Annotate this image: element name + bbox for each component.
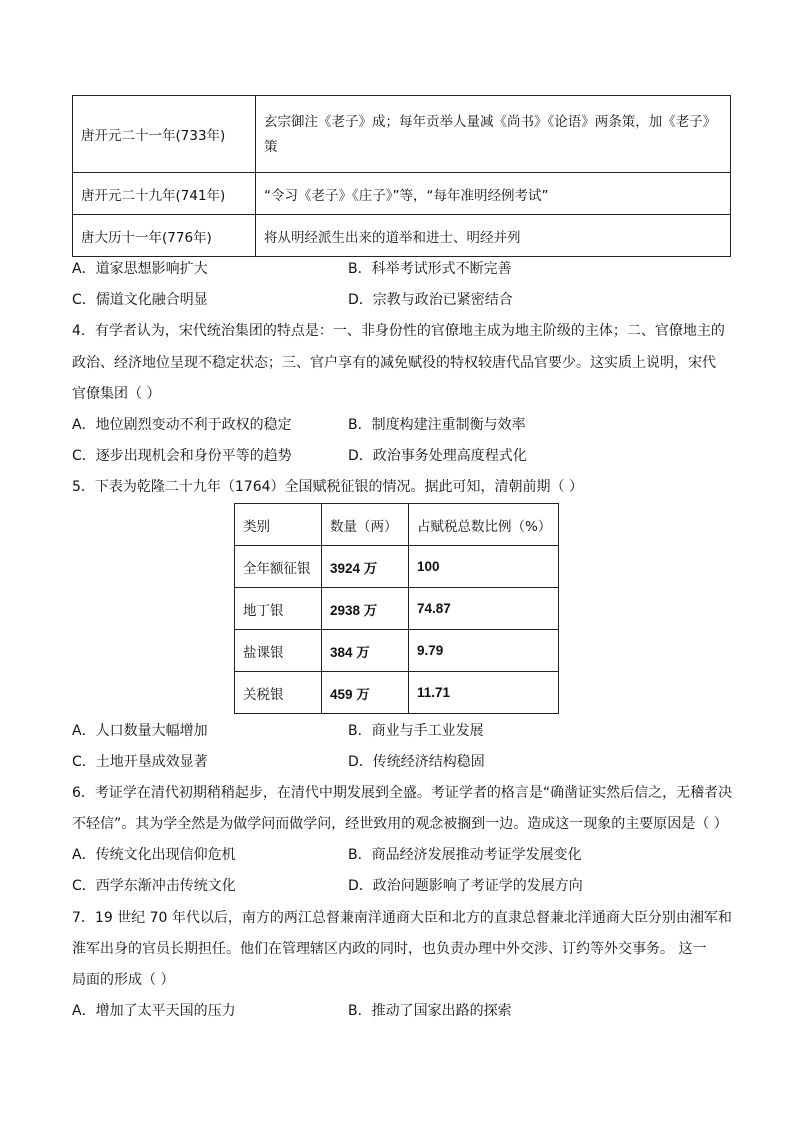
q4-stem-line1: 4．有学者认为，宋代统治集团的特点是：一、非身份性的官僚地主成为地主阶级的主体；二、官僚地主的 bbox=[72, 323, 725, 339]
table-row bbox=[73, 96, 731, 173]
q6-option-a: A．传统文化出现信仰危机 bbox=[72, 847, 236, 863]
table-row bbox=[235, 630, 559, 672]
table-header: 数量（两） bbox=[322, 504, 409, 546]
q6-stem-line1: 6．考证学在清代初期稍稍起步，在清代中期发展到全盛。考证学者的格言是“确凿证实然后信之，无稽者决 bbox=[72, 785, 733, 801]
q3-option-b: B．科举考试形式不断完善 bbox=[348, 261, 512, 277]
q6-option-b: B．商品经济发展推动考证学发展变化 bbox=[348, 847, 582, 863]
table-header: 类别 bbox=[235, 504, 322, 546]
q4-option-d: D．政治事务处理高度程式化 bbox=[348, 448, 527, 464]
q6-stem-line2: 不轻信”。其为学全然是为做学问而做学问，经世致用的观念被搁到一边。造成这一现象的主要原因是（ ） bbox=[72, 816, 728, 832]
tang-exam-table bbox=[72, 95, 731, 257]
q4-option-b: B．制度构建注重制衡与效率 bbox=[348, 417, 526, 433]
table-cell-category: 全年额征银 bbox=[235, 546, 322, 588]
q5-option-c: C．土地开垦成效显著 bbox=[72, 754, 208, 770]
q3-option-c: C．儒道文化融合明显 bbox=[72, 292, 208, 308]
q3-option-d: D．宗教与政治已紧密结合 bbox=[348, 292, 513, 308]
table-cell-amount: 384 万 bbox=[322, 630, 409, 672]
table-cell-category: 地丁银 bbox=[235, 588, 322, 630]
q4-stem-line3: 官僚集团（ ） bbox=[72, 386, 161, 402]
table-cell-period: 唐大历十一年(776年) bbox=[73, 215, 256, 257]
table-row bbox=[235, 672, 559, 714]
q6-option-c: C．西学东渐冲击传统文化 bbox=[72, 878, 236, 894]
table-cell-category: 盐课银 bbox=[235, 630, 322, 672]
table-cell-period: 唐开元二十一年(733年) bbox=[73, 96, 256, 173]
q7-stem-line2: 淮军出身的官员长期担任。他们在管理辖区内政的同时，也负责办理中外交涉、订约等外交事务。 这一 bbox=[72, 941, 707, 957]
table-cell-category: 关税银 bbox=[235, 672, 322, 714]
table-cell-amount: 3924 万 bbox=[322, 546, 409, 588]
table-row bbox=[235, 546, 559, 588]
table-cell-content: 玄宗御注《老子》成；每年贡举人量减《尚书》《论语》两条策，加《老子》策 bbox=[256, 96, 731, 173]
table-cell-period: 唐开元二十九年(741年) bbox=[73, 173, 256, 215]
table-row bbox=[73, 173, 731, 215]
q4-option-c: C．逐步出现机会和身份平等的趋势 bbox=[72, 448, 292, 464]
q7-option-a: A．增加了太平天国的压力 bbox=[72, 1003, 236, 1019]
table-cell-amount: 2938 万 bbox=[322, 588, 409, 630]
tax-table bbox=[234, 503, 559, 714]
q5-option-d: D．传统经济结构稳固 bbox=[348, 754, 485, 770]
q5-stem-line1: 5．下表为乾隆二十九年（1764）全国赋税征银的情况。据此可知，清朝前期（ ） bbox=[72, 479, 583, 495]
table-cell-percent: 100 bbox=[409, 546, 559, 588]
table-cell-content: “令习《老子》《庄子》”等，“每年准明经例考试” bbox=[256, 173, 731, 215]
table-row bbox=[235, 588, 559, 630]
q7-option-b: B．推动了国家出路的探索 bbox=[348, 1003, 512, 1019]
table-cell-percent: 11.71 bbox=[409, 672, 559, 714]
q6-option-d: D．政治问题影响了考证学的发展方向 bbox=[348, 878, 583, 894]
table-row bbox=[73, 215, 731, 257]
table-cell-content: 将从明经派生出来的道举和进士、明经并列 bbox=[256, 215, 731, 257]
q5-option-b: B．商业与手工业发展 bbox=[348, 723, 484, 739]
q3-option-a: A．道家思想影响扩大 bbox=[72, 261, 208, 277]
table-header-row bbox=[235, 504, 559, 546]
q4-stem-line2: 政治、经济地位呈现不稳定状态；三、官户享有的减免赋役的特权较唐代品官要少。这实质上说明，宋代 bbox=[72, 355, 716, 371]
table-cell-percent: 9.79 bbox=[409, 630, 559, 672]
table-cell-amount: 459 万 bbox=[322, 672, 409, 714]
q7-stem-line1: 7．19 世纪 70 年代以后，南方的两江总督兼南洋通商大臣和北方的直隶总督兼北洋通商大臣分别由湘军和 bbox=[72, 910, 732, 926]
q5-option-a: A．人口数量大幅增加 bbox=[72, 723, 208, 739]
table-cell-percent: 74.87 bbox=[409, 588, 559, 630]
table-header: 占赋税总数比例（%） bbox=[409, 504, 559, 546]
q7-stem-line3: 局面的形成（ ） bbox=[72, 972, 175, 988]
q4-option-a: A．地位剧烈变动不利于政权的稳定 bbox=[72, 417, 292, 433]
